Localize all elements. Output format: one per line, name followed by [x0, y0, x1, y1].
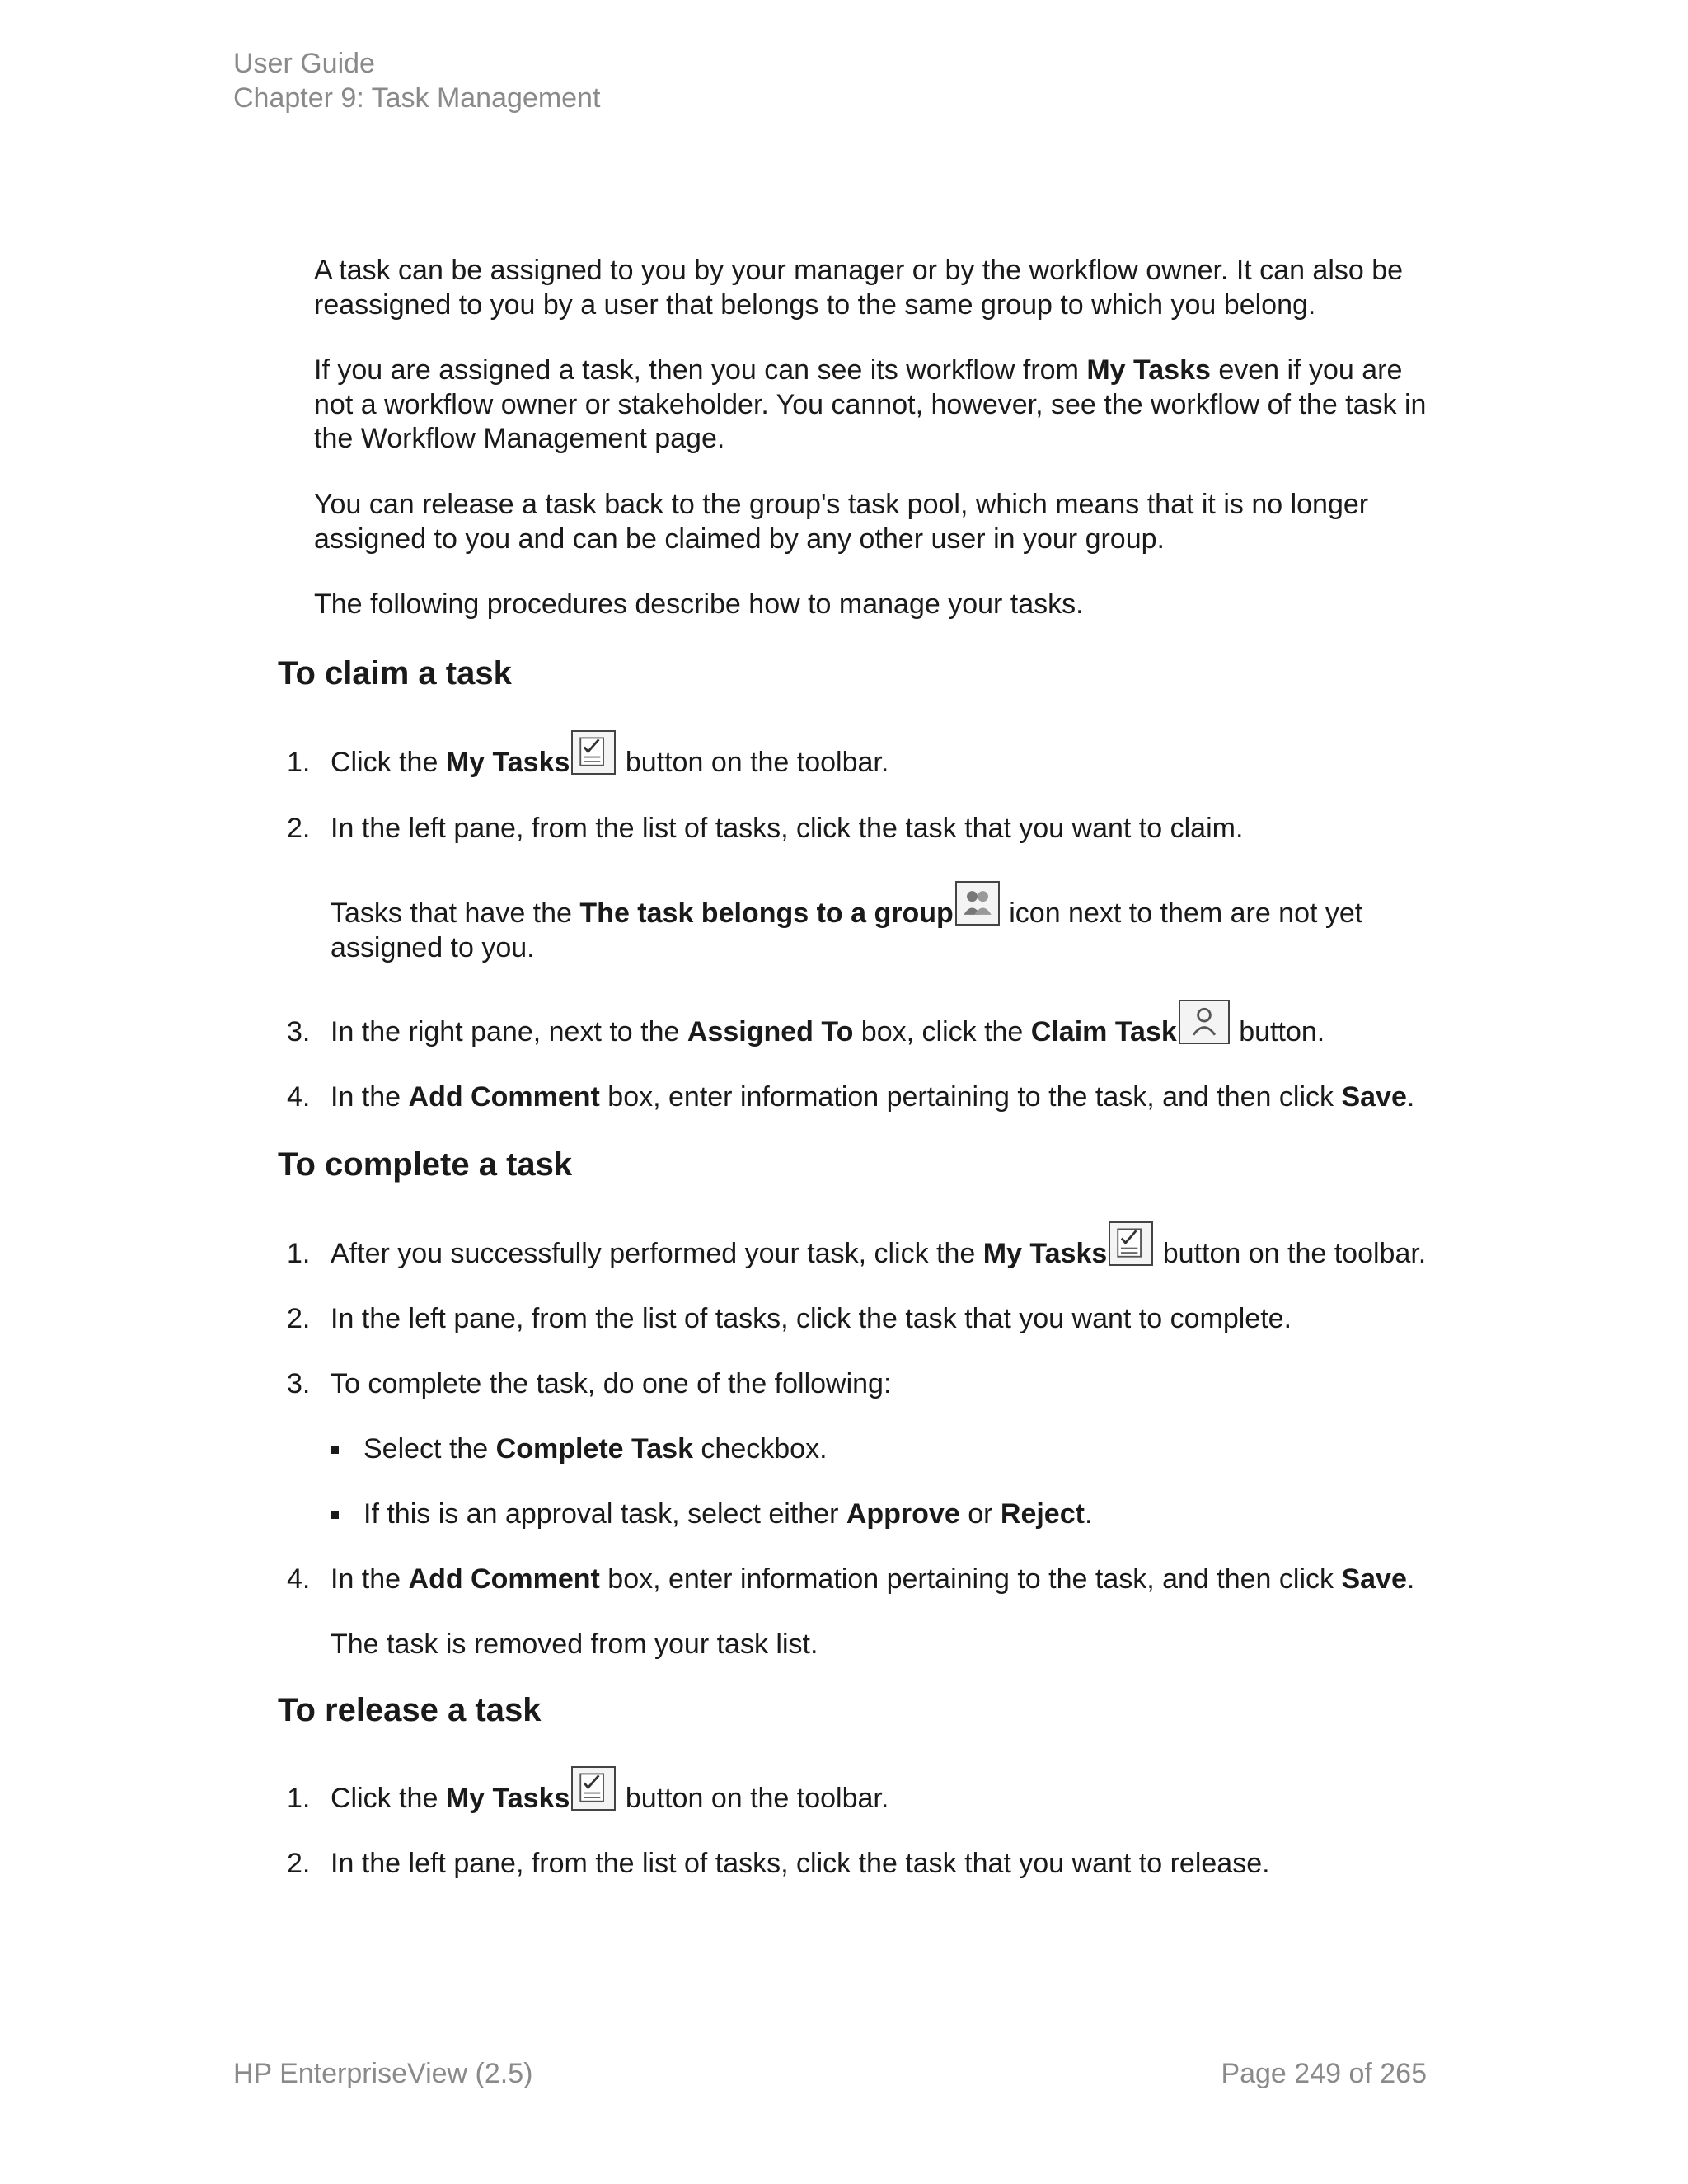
complete-result: The task is removed from your task list.: [331, 1629, 818, 1660]
group-icon: [955, 881, 1000, 926]
my-tasks-icon: [571, 730, 616, 775]
footer-page-number: Page 249 of 265: [1221, 2058, 1427, 2089]
footer-product: HP EnterpriseView (2.5): [233, 2058, 533, 2089]
chapter-title: Chapter 9: Task Management: [233, 82, 601, 114]
intro-paragraph-1: A task can be assigned to you by your manager or by the workflow owner. It can also be reassigned to you by a user that belongs to the same group to which you belong.: [314, 255, 1404, 321]
claim-note: Tasks that have the The task belongs to a group icon next to them are not yet assigned to you.: [331, 897, 1435, 965]
claim-task-icon: [1179, 1000, 1230, 1044]
heading-claim-task: To claim a task: [278, 655, 512, 691]
intro-paragraph-4: The following procedures describe how to manage your tasks.: [314, 588, 1084, 620]
doc-title: User Guide: [233, 48, 375, 79]
bullet-marker: [331, 1511, 339, 1519]
running-header: [233, 46, 600, 115]
my-tasks-icon: [571, 1766, 616, 1811]
my-tasks-icon: [1109, 1221, 1153, 1266]
heading-complete-task: To complete a task: [278, 1146, 573, 1183]
intro-paragraph-3: You can release a task back to the group's task pool, which means that it is no longer assigned to you and can be claimed by any other user in your group.: [314, 489, 1369, 555]
bullet-marker: [331, 1446, 339, 1454]
intro-paragraph-2: If you are assigned a task, then you can see its workflow from My Tasks even if you are not a workflow owner or stakeholder. You cannot, however, see the workflow of the task in the Workflow Management page.: [314, 354, 1427, 454]
heading-release-task: To release a task: [278, 1692, 542, 1728]
